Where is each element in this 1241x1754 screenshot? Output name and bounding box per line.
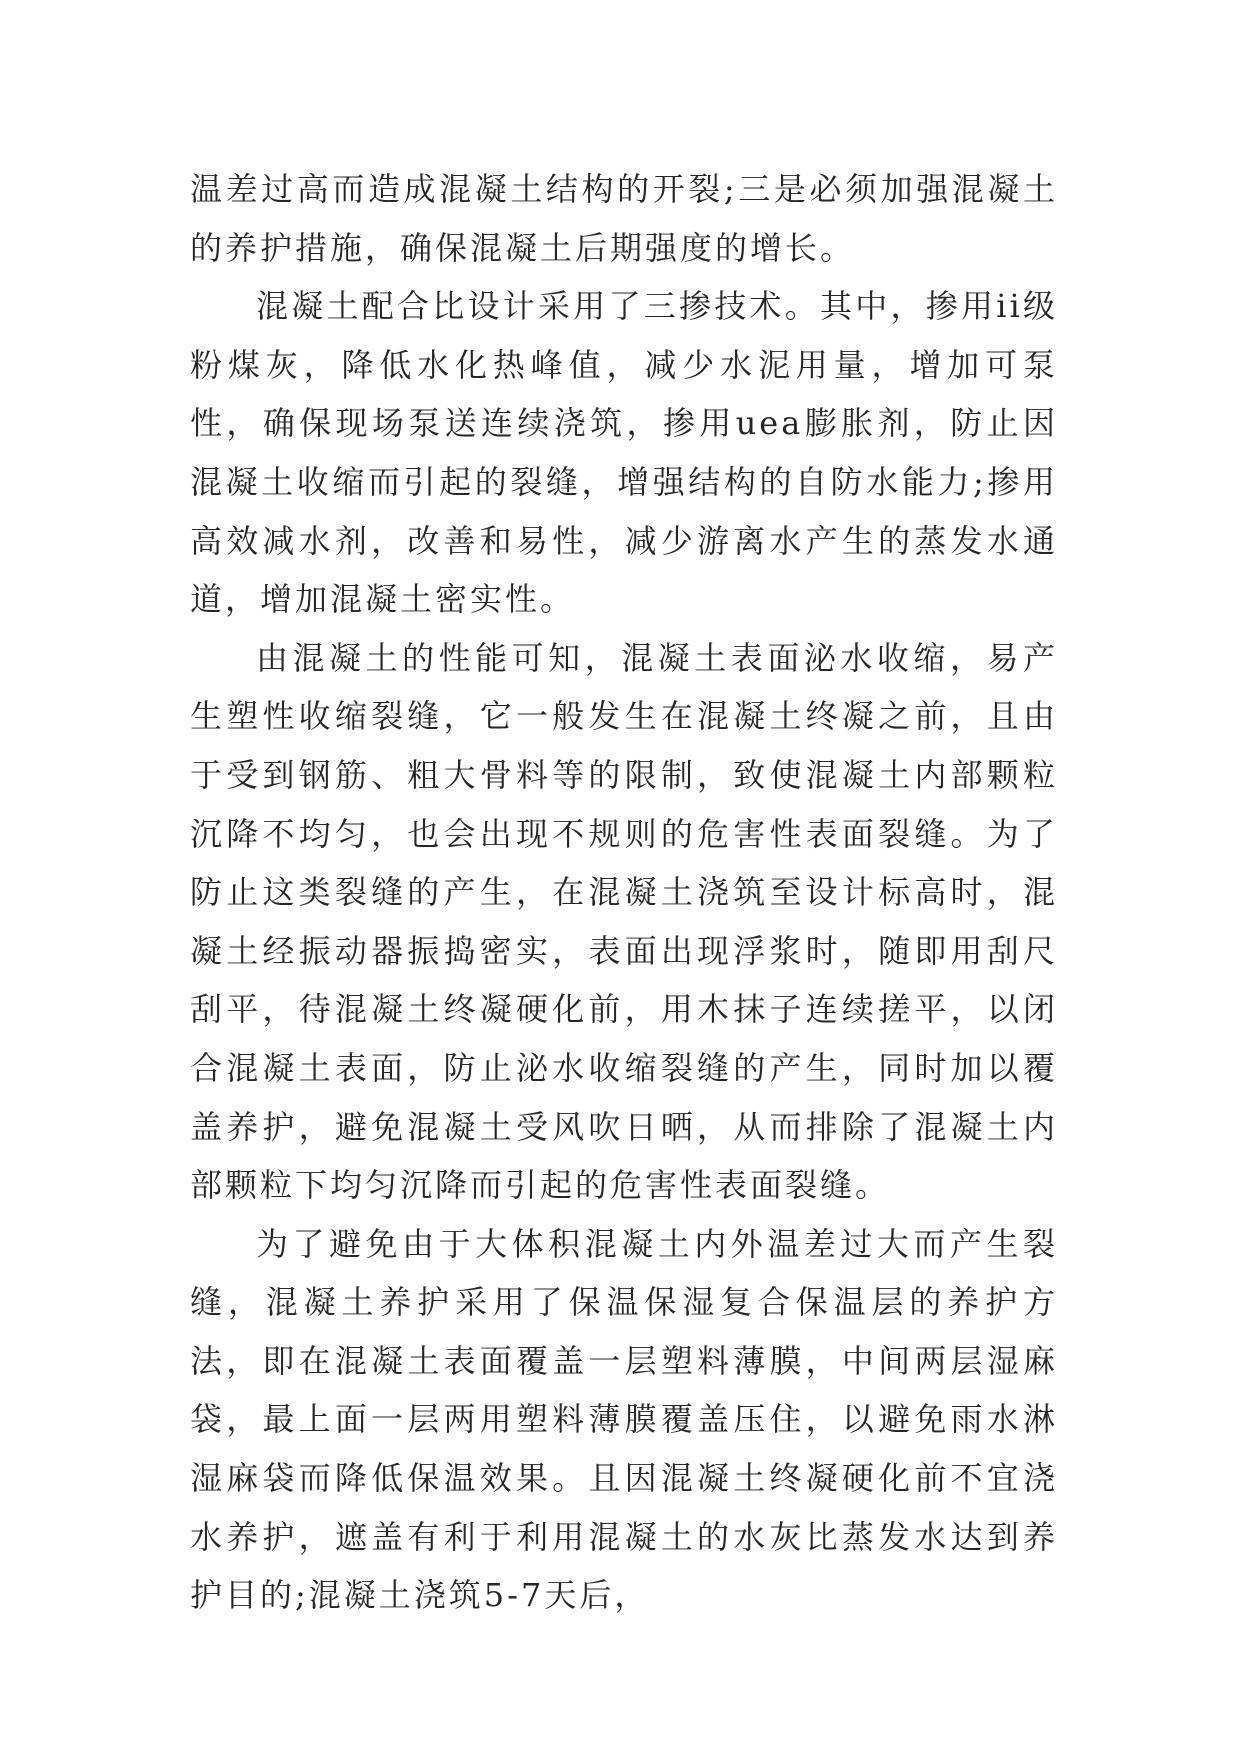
paragraph-2: 混凝土配合比设计采用了三掺技术。其中，掺用ii级粉煤灰，降低水化热峰值，减少水泥用量，增加可泵性，确保现场泵送连续浇筑，掺用uea膨胀剂，防止因混凝土收缩而引起的裂缝，增强结构的自防水能力;掺用高效减水剂，改善和易性，减少游离水产生的蒸发水通道，增加混凝土密实性。 — [190, 287, 1058, 619]
body-text — [190, 160, 1058, 1625]
paragraph-1: 温差过高而造成混凝土结构的开裂;三是必须加强混凝土的养护措施，确保混凝土后期强度的增长。 — [190, 170, 1058, 267]
paragraph-3: 由混凝土的性能可知，混凝土表面泌水收缩，易产生塑性收缩裂缝，它一般发生在混凝土终凝之前，且由于受到钢筋、粗大骨料等的限制，致使混凝土内部颗粒沉降不均匀，也会出现不规则的危害性表面裂缝。为了防止这类裂缝的产生，在混凝土浇筑至设计标高时，混凝土经振动器振捣密实，表面出现浮浆时，随即用刮尺刮平，待混凝土终凝硬化前，用木抹子连续搓平，以闭合混凝土表面，防止泌水收缩裂缝的产生，同时加以覆盖养护，避免混凝土受风吹日晒，从而排除了混凝土内部颗粒下均匀沉降而引起的危害性表面裂缝。 — [190, 638, 1058, 1205]
paragraph-4: 为了避免由于大体积混凝土内外温差过大而产生裂缝，混凝土养护采用了保温保湿复合保温层的养护方法，即在混凝土表面覆盖一层塑料薄膜，中间两层湿麻袋，最上面一层两用塑料薄膜覆盖压住，以避免雨水淋湿麻袋而降低保温效果。且因混凝土终凝硬化前不宜浇水养护，遮盖有利于利用混凝土的水灰比蒸发水达到养护目的;混凝土浇筑5-7天后， — [190, 1224, 1058, 1615]
